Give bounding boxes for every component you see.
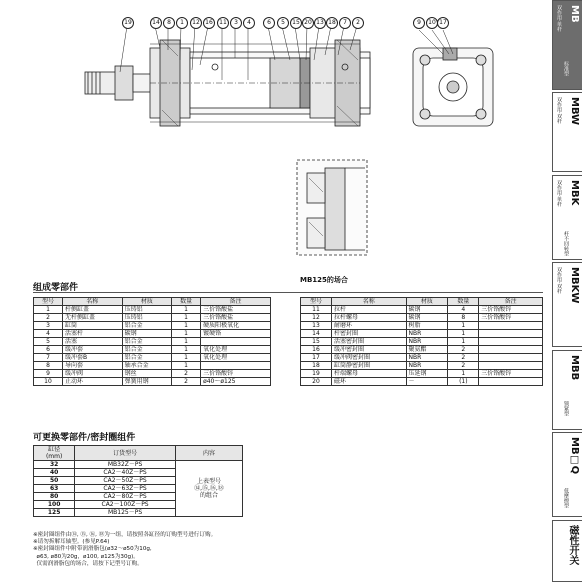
components-title: 组成零部件 xyxy=(33,283,79,293)
table-row xyxy=(34,322,271,330)
callout-1: 1 xyxy=(176,17,188,29)
table-cell: 铝合金 xyxy=(122,338,171,346)
table-cell xyxy=(479,330,543,338)
table-cell: 8 xyxy=(34,362,63,370)
table-cell: 1 xyxy=(172,354,201,362)
table-cell: 氧化处理 xyxy=(201,354,271,362)
callout-9: 9 xyxy=(413,17,425,29)
sidebar-tab-3[interactable] xyxy=(552,262,582,347)
table-row xyxy=(34,338,271,346)
sidebar-tab-note: 标准型 xyxy=(563,61,569,76)
table-cell xyxy=(201,362,271,370)
table-row xyxy=(301,322,543,330)
table-cell: 14 xyxy=(301,330,332,338)
table-cell: 压铸铝 xyxy=(122,314,171,322)
table-cell: 铝合金 xyxy=(122,322,171,330)
sidebar-tab-5[interactable] xyxy=(552,432,582,517)
table-cell: 20 xyxy=(301,378,332,386)
table-cell: 1 xyxy=(448,322,479,330)
table-cell: 8 xyxy=(448,314,479,322)
table-cell: 1 xyxy=(172,362,201,370)
table-cell: 镀硬铬 xyxy=(201,330,271,338)
table-cell: 2 xyxy=(172,378,201,386)
table-cell: NBR xyxy=(406,362,448,370)
callout-13: 13 xyxy=(314,17,326,29)
table-cell: MB125－PS xyxy=(75,509,176,517)
table-cell: 缓冲套B xyxy=(62,354,122,362)
callout-5: 5 xyxy=(277,17,289,29)
callout-15: 15 xyxy=(290,17,302,29)
header-cell: 数量 xyxy=(172,298,201,306)
components-title-rule xyxy=(33,292,543,293)
table-cell: 7 xyxy=(34,354,63,362)
sidebar-tab-sub: 双作用·双杆 xyxy=(556,97,562,124)
callout-7: 7 xyxy=(339,17,351,29)
table-cell: 1 xyxy=(172,306,201,314)
table-cell: 2 xyxy=(448,346,479,354)
table-cell: 3 xyxy=(34,322,63,330)
header-cell: 数量 xyxy=(448,298,479,306)
sidebar-tab-note: 杆不回转型 xyxy=(563,231,569,256)
callout-16: 16 xyxy=(203,17,215,29)
table-cell: 三价铬酸锌 xyxy=(479,314,543,322)
table-cell: 缓冲阀密封圈 xyxy=(331,354,406,362)
sidebar-tab-4[interactable] xyxy=(552,350,582,430)
table-cell: 三价铬酸锌 xyxy=(201,370,271,378)
table-cell: 1 xyxy=(172,330,201,338)
table-cell: 杆密封圈 xyxy=(331,330,406,338)
end-view-drawing xyxy=(405,30,505,130)
table-cell: 杆端螺母 xyxy=(331,370,406,378)
table-cell: 树脂 xyxy=(406,322,448,330)
table-cell: 9 xyxy=(34,370,63,378)
notes-block xyxy=(33,532,363,568)
table-cell: 活塞密封圈 xyxy=(331,338,406,346)
header-cell: 型号 xyxy=(34,298,63,306)
table-row xyxy=(301,378,543,386)
table-row xyxy=(301,370,543,378)
table-cell: 16 xyxy=(301,346,332,354)
table-cell: 压铸铝 xyxy=(122,306,171,314)
header-cell: 名称 xyxy=(331,298,406,306)
callout-19: 19 xyxy=(122,17,134,29)
sidebar-tab-note: 锁紧型 xyxy=(563,401,569,416)
components-table-right xyxy=(300,297,543,386)
table-row xyxy=(34,461,243,469)
table-cell: 三价铬酸盐 xyxy=(201,314,271,322)
table-cell: 1 xyxy=(172,322,201,330)
table-cell: 三价铬酸锌 xyxy=(479,306,543,314)
table-row xyxy=(301,314,543,322)
table-cell: 缓冲套 xyxy=(62,346,122,354)
table-row xyxy=(301,362,543,370)
header-cell: 缸径 (mm) xyxy=(34,446,75,461)
category-sidebar xyxy=(552,0,582,582)
seal-kit-table xyxy=(33,445,243,517)
table-cell: 18 xyxy=(301,362,332,370)
table-cell: 2 xyxy=(172,370,201,378)
table-row xyxy=(34,378,271,386)
table-row xyxy=(301,338,543,346)
sidebar-tab-0[interactable] xyxy=(552,0,582,90)
table-cell: 5 xyxy=(34,338,63,346)
sidebar-tab-6[interactable] xyxy=(552,520,582,582)
table-cell xyxy=(479,338,543,346)
table-cell: 活塞杆 xyxy=(62,330,122,338)
callout-18: 18 xyxy=(326,17,338,29)
header-cell: 内容 xyxy=(175,446,242,461)
table-row xyxy=(34,370,271,378)
table-cell: 12 xyxy=(301,314,332,322)
table-cell: 三价铬酸盐 xyxy=(201,306,271,314)
table-row xyxy=(301,354,543,362)
table-cell: 碳钢 xyxy=(406,314,448,322)
table-cell: NBR xyxy=(406,330,448,338)
table-cell: MB32Z－PS xyxy=(75,461,176,469)
table-cell: 缓冲阀 xyxy=(62,370,122,378)
callout-14: 14 xyxy=(150,17,162,29)
table-cell: 2 xyxy=(34,314,63,322)
note-line: ※密封圈组件中附带润滑脂包(ø32～ø50为10g, xyxy=(33,546,152,553)
table-cell: 弹簧用钢 xyxy=(122,378,171,386)
table-cell xyxy=(479,322,543,330)
table-cell: 1 xyxy=(448,370,479,378)
table-cell: 1 xyxy=(448,330,479,338)
table-row xyxy=(301,346,543,354)
table-row xyxy=(34,314,271,322)
header-cell: 型号 xyxy=(301,298,332,306)
table-cell: CA2－63Z－PS xyxy=(75,485,176,493)
callout-20: 20 xyxy=(302,17,314,29)
header-cell: 材质 xyxy=(406,298,448,306)
table-cell: ø40～ø125 xyxy=(201,378,271,386)
sidebar-tab-sub: 双作用·单杆 xyxy=(556,5,562,32)
callout-12: 12 xyxy=(190,17,202,29)
seal-kit-title: 可更换零部件/密封圈组件 xyxy=(33,433,136,443)
callout-2: 2 xyxy=(352,17,364,29)
table-cell: CA2－40Z－PS xyxy=(75,469,176,477)
seal-kit-content: 上表型号 ⑭,⑮,⑯,⑱ 的组合 xyxy=(175,461,242,517)
table-row xyxy=(301,330,543,338)
note-line: ø63, ø80为20g，ø100, ø125为30g)。 xyxy=(33,553,139,560)
table-cell xyxy=(201,338,271,346)
table-cell xyxy=(479,354,543,362)
header-cell: 名称 xyxy=(62,298,122,306)
table-cell: 聚氨酯 xyxy=(406,346,448,354)
mb125-detail-drawing xyxy=(295,158,370,260)
table-cell: 19 xyxy=(301,370,332,378)
table-cell: － xyxy=(406,378,448,386)
table-cell: 32 xyxy=(34,461,75,469)
table-cell: 4 xyxy=(34,330,63,338)
table-row xyxy=(34,306,271,314)
table-cell: 拉杆螺母 xyxy=(331,314,406,322)
table-cell: 杆侧缸盖 xyxy=(62,306,122,314)
sidebar-tab-code: 磁性开关 xyxy=(567,525,578,565)
table-cell: 铝合金 xyxy=(122,346,171,354)
table-cell: 40 xyxy=(34,469,75,477)
sidebar-tab-code: MB□Q xyxy=(569,437,580,475)
table-cell: CA2－50Z－PS xyxy=(75,477,176,485)
table-cell: 1 xyxy=(172,346,201,354)
table-row xyxy=(34,354,271,362)
table-cell: 80 xyxy=(34,493,75,501)
table-cell: 无杆侧缸盖 xyxy=(62,314,122,322)
sidebar-tab-code: MBB xyxy=(569,355,580,381)
table-cell: 缸筒 xyxy=(62,322,122,330)
table-cell: 15 xyxy=(301,338,332,346)
callout-8: 8 xyxy=(163,17,175,29)
callout-3: 3 xyxy=(230,17,242,29)
table-cell: 耐磨环 xyxy=(331,322,406,330)
table-cell: 压延钢 xyxy=(406,370,448,378)
table-cell: 13 xyxy=(301,322,332,330)
table-cell: 拉杆 xyxy=(331,306,406,314)
table-row xyxy=(301,306,543,314)
table-row xyxy=(34,330,271,338)
table-cell: 63 xyxy=(34,485,75,493)
header-cell: 备注 xyxy=(201,298,271,306)
sidebar-tab-sub: 双作用·双杆 xyxy=(556,267,562,294)
table-cell: 钢丝 xyxy=(122,370,171,378)
table-cell: 125 xyxy=(34,509,75,517)
table-cell: (1) xyxy=(448,378,479,386)
sidebar-tab-code: MBW xyxy=(569,97,580,126)
callout-10: 10 xyxy=(426,17,438,29)
table-row xyxy=(34,362,271,370)
table-cell xyxy=(479,378,543,386)
table-cell: 碳钢 xyxy=(406,306,448,314)
table-cell: 100 xyxy=(34,501,75,509)
table-cell: 2 xyxy=(448,354,479,362)
table-cell: CA2－100Z－PS xyxy=(75,501,176,509)
header-cell: 备注 xyxy=(479,298,543,306)
callout-6: 6 xyxy=(263,17,275,29)
table-cell: 止动环 xyxy=(62,378,122,386)
components-table-left xyxy=(33,297,271,386)
table-cell: 缓冲密封圈 xyxy=(331,346,406,354)
table-cell xyxy=(479,346,543,354)
table-cell: 三价铬酸锌 xyxy=(479,370,543,378)
callout-11: 11 xyxy=(217,17,229,29)
detail-caption: MB125的场合 xyxy=(300,276,348,284)
sidebar-tab-code: MBK xyxy=(569,180,580,206)
note-line: 仅需润滑脂包的场合，请按下记型号订购。 xyxy=(33,560,143,567)
table-cell: 导向套 xyxy=(62,362,122,370)
table-cell: 17 xyxy=(301,354,332,362)
sidebar-tab-note: 低摩擦型 xyxy=(563,488,569,508)
table-cell: 10 xyxy=(34,378,63,386)
table-cell: 轴承合金 xyxy=(122,362,171,370)
table-cell: 1 xyxy=(34,306,63,314)
table-cell: 活塞 xyxy=(62,338,122,346)
table-cell: 缸筒静密封圈 xyxy=(331,362,406,370)
table-row xyxy=(34,346,271,354)
table-cell: 硬质阳极氧化 xyxy=(201,322,271,330)
callout-17: 17 xyxy=(437,17,449,29)
table-cell: 氧化处理 xyxy=(201,346,271,354)
callout-4: 4 xyxy=(243,17,255,29)
note-line: ※密封圈组件由⑭, ⑮, ⑯, ⑱为一组，请按照各缸径的订购型号进行订购。 xyxy=(33,532,217,538)
header-cell: 订货型号 xyxy=(75,446,176,461)
sidebar-tab-code: MB xyxy=(569,5,580,23)
table-cell: CA2－80Z－PS xyxy=(75,493,176,501)
note-line: ※请勿拆解耳轴型。(参见P.64) xyxy=(33,539,110,546)
table-cell: 6 xyxy=(34,346,63,354)
table-cell: 2 xyxy=(448,362,479,370)
sidebar-tab-code: MBKW xyxy=(569,267,580,304)
table-cell: 11 xyxy=(301,306,332,314)
table-cell: 4 xyxy=(448,306,479,314)
sidebar-tab-2[interactable] xyxy=(552,175,582,260)
sidebar-tab-1[interactable] xyxy=(552,92,582,172)
table-cell: 1 xyxy=(172,314,201,322)
table-cell: 1 xyxy=(172,338,201,346)
table-cell: NBR xyxy=(406,354,448,362)
table-cell: 50 xyxy=(34,477,75,485)
table-cell xyxy=(479,362,543,370)
table-cell: 磁环 xyxy=(331,378,406,386)
table-cell: 铝合金 xyxy=(122,354,171,362)
table-cell: 碳钢 xyxy=(122,330,171,338)
table-cell: NBR xyxy=(406,338,448,346)
header-cell: 材质 xyxy=(122,298,171,306)
table-cell: 1 xyxy=(448,338,479,346)
sidebar-tab-sub: 双作用·单杆 xyxy=(556,180,562,207)
